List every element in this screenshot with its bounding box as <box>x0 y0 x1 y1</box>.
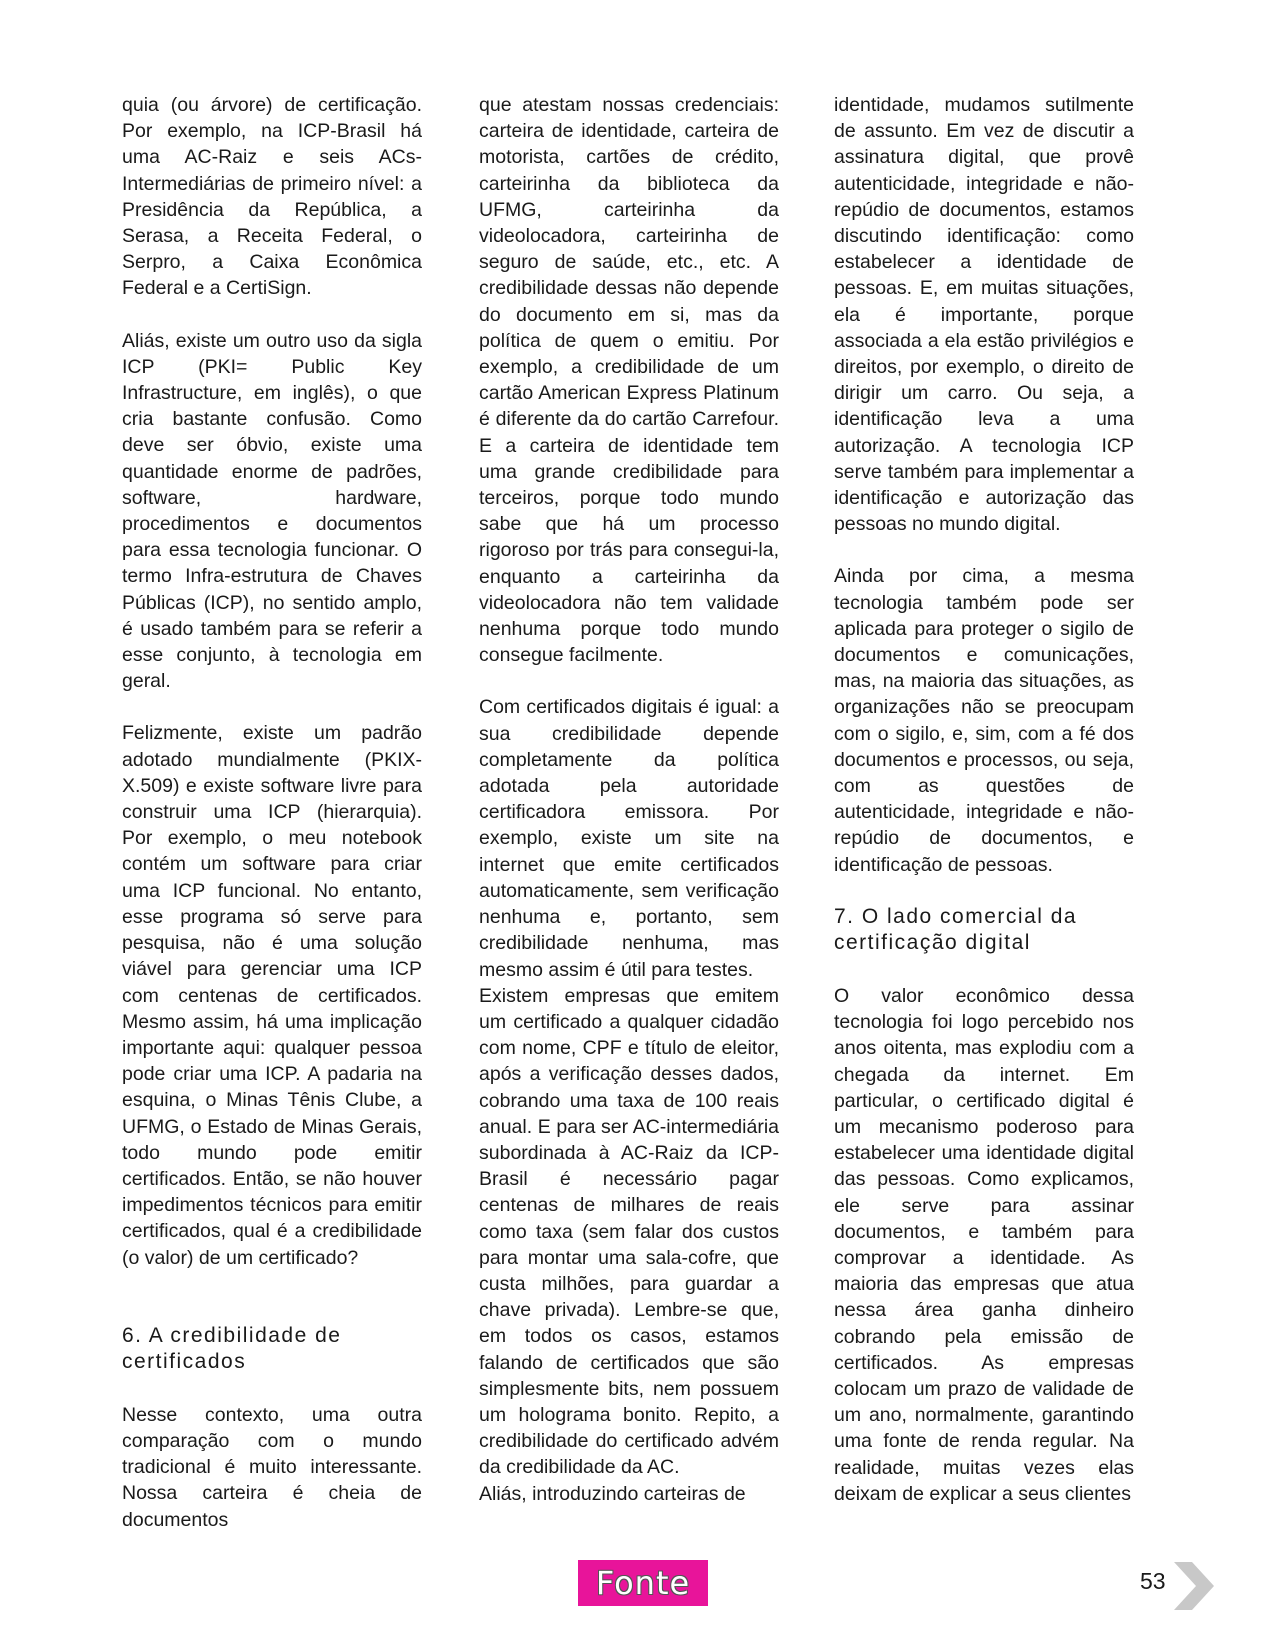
paragraph: Aliás, existe um outro uso da sigla ICP (PKI= Public Key Infrastructure, em inglês), o que cria bastante confusão. Como deve ser óbvio, existe uma quantidade enorme de padrões, software, hardware, procedimentos e documentos para essa tecnologia funcionar. O termo Infra-estrutura de Chaves Públicas (ICP), no sentido amplo, é usado também para se referir a esse conjunto, à tecnologia em geral. <box>122 329 422 693</box>
paragraph: Ainda por cima, a mesma tecnologia também pode ser aplicada para proteger o sigilo de documentos e comunicações, mas, na maioria das situações, as organizações não se preocupam com o sigilo, e, sim, com a fé dos documentos e processos, ou seja, com as questões de autenticidade, integridade e não-repúdio de documentos, e identificação de pessoas. <box>834 565 1134 876</box>
paragraph: que atestam nossas credenciais: carteira de identidade, carteira de motorista, cartões de crédito, carteirinha da biblioteca da UFMG, carteirinha da videolocadora, carteirinha de seguro de saúde, etc., etc. A credibilidade dessas não depende do documento em si, mas da política de quem o emitiu. Por exemplo, a credibilidade de um cartão American Express Platinum é diferente da do cartão Carrefour. E a carteira de identidade tem uma grande credibilidade para terceiros, porque todo mundo sabe que há um processo rigoroso por trás para consegui-la, enquanto a carteirinha da videolocadora não tem validade nenhuma porque todo mundo consegue facilmente. <box>479 94 779 667</box>
text-column-2 <box>479 92 779 1507</box>
fonte-logo <box>578 1560 708 1606</box>
page-arrow-icon <box>1174 1562 1214 1610</box>
paragraph: Existem empresas que emitem um certificado a qualquer cidadão com nome, CPF e título de eleitor, após a verificação desses dados, cobrando uma taxa de 100 reais anual. E para ser AC-intermediária subordinada à AC-Raiz da ICP-Brasil é necessário pagar centenas de milhares de reais como taxa (sem falar dos custos para montar uma sala-cofre, que custa milhões, para guardar a chave privada). Lembre-se que, em todos os casos, estamos falando de certificados que são simplesmente bits, nem possuem um holograma bonito. Repito, a credibilidade do certificado advém da credibilidade da AC. <box>479 984 779 1479</box>
paragraph: O valor econômico dessa tecnologia foi logo percebido nos anos oitenta, mas explodiu com a chegada da internet. Em particular, o certificado digital é um mecanismo poderoso para estabelecer uma identidade digital das pessoas. Como explicamos, ele serve para assinar documentos, e também para comprovar a identidade. As maioria das empresas que atua nessa área ganha dinheiro cobrando pela emissão de certificados. As empresas colocam um prazo de validade de um ano, normalmente, garantindo uma fonte de renda regular. Na realidade, muitas vezes elas deixam de explicar a seus clientes <box>834 984 1134 1505</box>
paragraph: Com certificados digitais é igual: a sua credibilidade depende completamente da política adotada pela autoridade certificadora emissora. Por exemplo, existe um site na internet que emite certificados automaticamente, sem verificação nenhuma e, portanto, sem credibilidade nenhuma, mas mesmo assim é útil para testes. <box>479 696 779 981</box>
paragraph: identidade, mudamos sutilmente de assunto. Em vez de discutir a assinatura digital, que provê autenticidade, integridade e não-repúdio de documentos, estamos discutindo identificação: como estabelecer a identidade de pessoas. E, em muitas situações, ela é importante, porque associada a ela estão privilégios e direitos, por exemplo, o direito de dirigir um carro. Ou seja, a identificação leva a uma autorização. A tecnologia ICP serve também para implementar a identificação e autorização das pessoas no mundo digital. <box>834 94 1134 536</box>
section-heading: 7. O lado comercial da certificação digital <box>834 904 1078 955</box>
paragraph: Aliás, introduzindo carteiras de <box>479 1482 746 1505</box>
section-heading: 6. A credibilidade de certificados <box>122 1323 342 1374</box>
text-column-3 <box>834 92 1134 1507</box>
paragraph: quia (ou árvore) de certificação. Por exemplo, na ICP-Brasil há uma AC-Raiz e seis ACs-Intermediárias de primeiro nível: a Presidência da República, a Serasa, a Receita Federal, o Serpro, a Caixa Econômica Federal e a CertiSign. <box>122 94 422 300</box>
fonte-logo-label: Fonte <box>595 1564 691 1602</box>
text-column-1 <box>122 92 422 1533</box>
paragraph: Felizmente, existe um padrão adotado mundialmente (PKIX-X.509) e existe software livre para construir uma ICP (hierarquia). Por exemplo, o meu notebook contém um software para criar uma ICP funcional. No entanto, esse programa só serve para pesquisa, não é uma solução viável para gerenciar uma ICP com centenas de certificados. Mesmo assim, há uma implicação importante aqui: qualquer pessoa pode criar uma ICP. A padaria na esquina, o Minas Tênis Clube, a UFMG, o Estado de Minas Gerais, todo mundo pode emitir certificados. Então, se não houver impedimentos técnicos para emitir certificados, qual é a credibilidade (o valor) de um certificado? <box>122 722 422 1269</box>
page-number: 53 <box>1140 1568 1166 1594</box>
paragraph: Nesse contexto, uma outra comparação com o mundo tradicional é muito interessante. Nossa carteira é cheia de documentos <box>122 1403 422 1531</box>
